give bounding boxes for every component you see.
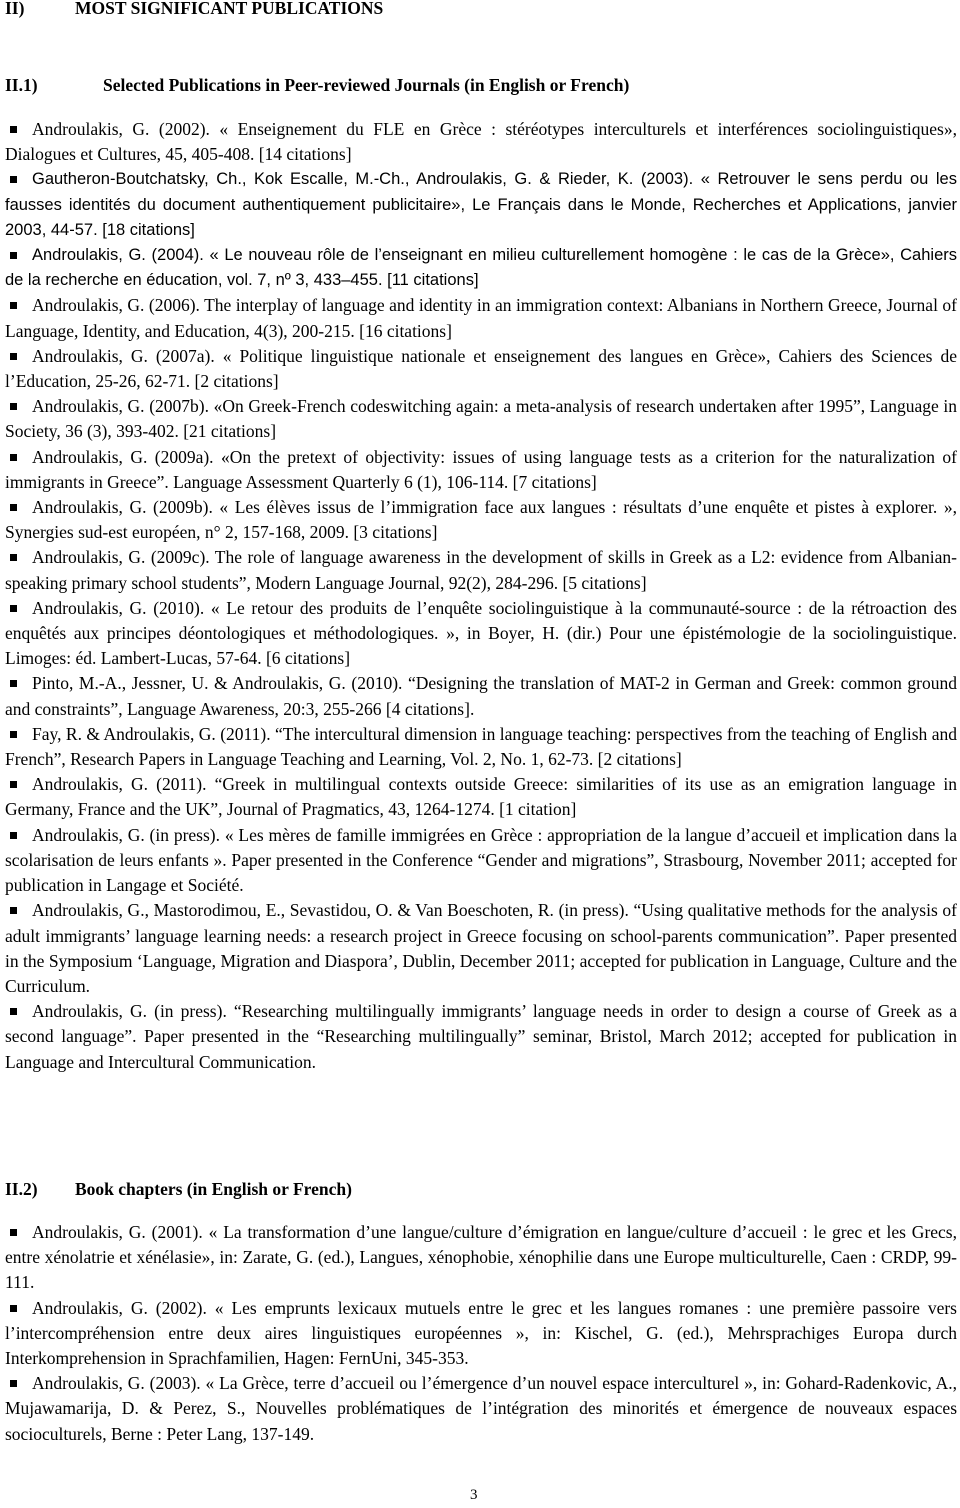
chapter-text: Androulakis, G. (2002). « Les emprunts lexicaux mutuels entre le grec et les langues romanes : une première passoire vers l’intercompréhension entre deux aires linguistiques européennes », in: Kischel, G. (ed.), Mehrsprachiges Europa durch Interkomprehension in Sprachfamilien, Hagen: FernUni, 345-353. — [5, 1297, 957, 1369]
list-item — [5, 772, 957, 822]
section-title: MOST SIGNIFICANT PUBLICATIONS — [75, 0, 384, 18]
bullet-icon — [10, 907, 17, 914]
publication-text: Gautheron-Boutchatsky, Ch., Kok Escalle, M.-Ch., Androulakis, G. & Rieder, K. (2003). « Retrouver le sens perdu ou les fausses identités du document authentiquement publicitaire», Le Français dans le Monde, Recherches et Applications, janvier 2003, 44-57. [18 citations] — [5, 170, 957, 239]
subsection-1-title: Selected Publications in Peer-reviewed Journals (in English or French) — [103, 75, 630, 95]
bullet-icon — [10, 554, 17, 561]
list-item — [5, 293, 957, 343]
publication-text: Androulakis, G. (2010). « Le retour des produits de l’enquête sociolinguistique à la communauté-source : de la rétroaction des enquêtés aux principes déontologiques et méthodologiques. », in Boyer, H. (dir.) Pour une épistémologie de la sociolinguistique. Limoges: éd. Lambert-Lucas, 57-64. [6 citations] — [5, 597, 957, 669]
list-item — [5, 1371, 957, 1447]
bullet-icon — [10, 1008, 17, 1015]
publication-text: Androulakis, G. (2007b). «On Greek-French codeswitching again: a meta-analysis of research undertaken after 1995”, Language in Society, 36 (3), 393-402. [21 citations] — [5, 396, 957, 442]
subsection-1-number: II.1) — [5, 75, 38, 95]
publication-text: Pinto, M.-A., Jessner, U. & Androulakis, G. (2010). “Designing the translation of MAT-2 in German and Greek: common ground and constraints”, Language Awareness, 20:3, 255-266 [4 citations]. — [5, 673, 957, 719]
list-item — [5, 1220, 957, 1296]
bullet-icon — [10, 781, 17, 788]
bullet-icon — [10, 353, 17, 360]
list-item — [5, 823, 957, 899]
list-item — [5, 344, 957, 394]
bullet-icon — [10, 1305, 17, 1312]
list-item — [5, 445, 957, 495]
publication-text: Androulakis, G. (2002). « Enseignement du FLE en Grèce : stéréotypes interculturels et interférences sociolinguistiques», Dialogues et Cultures, 45, 405-408. [14 citations] — [5, 119, 957, 165]
subsection-2-number: II.2) — [5, 1179, 38, 1199]
list-item — [5, 722, 957, 772]
list-item — [5, 243, 957, 293]
publication-text: Androulakis, G. (2006). The interplay of language and identity in an immigration context: Albanians in Northern Greece, Journal of Language, Identity, and Education, 4(3), 200-215. [16 citations] — [5, 295, 957, 341]
bullet-icon — [10, 731, 17, 738]
bullet-icon — [10, 680, 17, 687]
section-number: II) — [5, 0, 25, 18]
publication-text: Androulakis, G. (2011). “Greek in multilingual contexts outside Greece: similarities of its use as an emigration language in Germany, France and the UK”, Journal of Pragmatics, 43, 1264-1274. [1 citation] — [5, 774, 957, 820]
list-item — [5, 117, 957, 167]
chapter-text: Androulakis, G. (2003). « La Grèce, terre d’accueil ou l’émergence d’un nouvel espace interculturel », in: Gohard-Radenkovic, A., Mujawamarija, D. & Perez, S., Nouvelles problématiques de l’intégration des minorités et émergence de nouveaux espaces socioculturels, Berne : Peter Lang, 137-149. — [5, 1373, 957, 1444]
bullet-icon — [10, 454, 17, 461]
bullet-icon — [10, 1380, 17, 1387]
publication-text: Fay, R. & Androulakis, G. (2011). “The intercultural dimension in language teaching: perspectives from the teaching of English and French”, Research Papers in Language Teaching and Learning, Vol. 2, No. 1, 62-73. [2 citations] — [5, 723, 957, 770]
list-item — [5, 545, 957, 595]
journal-publication-list — [5, 117, 957, 1075]
publication-text: Androulakis, G. (2009b). « Les élèves issus de l’immigration face aux langues : résultats d’une enquête et pistes à explorer. », Synergies sud-est européen, n° 2, 157-168, 2009. [3 citations] — [5, 497, 957, 543]
publication-text: Androulakis, G. (2007a). « Politique linguistique nationale et enseignement des langues en Grèce», Cahiers des Sciences de l’Education, 25-26, 62-71. [2 citations] — [5, 345, 957, 392]
publication-text: Androulakis, G. (in press). “Researching multilingually immigrants’ language needs in order to design a course of Greek as a second language”. Paper presented in the “Researching multilingually” seminar, Bristol, March 2012; accepted for publication in Language and Intercultural Communication. — [5, 1001, 957, 1072]
chapter-text: Androulakis, G. (2001). « La transformation d’une langue/culture d’émigration en langue/culture d’accueil : le grec et les Grecs, entre xénolatrie et xénélasie», in: Zarate, G. (ed.), Langues, xénophobie, xénophilie dans une Europe multiculturelle, Caen : CRDP, 99-111. — [5, 1222, 957, 1293]
bullet-icon — [10, 403, 17, 410]
list-item — [5, 671, 957, 721]
book-chapter-list — [5, 1220, 957, 1447]
page-number: 3 — [470, 1487, 478, 1503]
list-item — [5, 898, 957, 999]
list-item — [5, 167, 957, 243]
list-item — [5, 999, 957, 1075]
list-item — [5, 1296, 957, 1372]
bullet-icon — [10, 252, 17, 259]
publication-text: Androulakis, G., Mastorodimou, E., Sevastidou, O. & Van Boeschoten, R. (in press). “Using qualitative methods for the analysis of adult immigrants’ language learning needs: a research project in Greece focusing on school-parents communication”. Paper presented in the Symposium ‘Language, Migration and Diaspora’, Dublin, December 2011; accepted for publication in Language, Culture and the Curriculum. — [5, 900, 957, 996]
bullet-icon — [10, 126, 17, 133]
publication-text: Androulakis, G. (2004). « Le nouveau rôle de l’enseignant en milieu culturellement homogène : le cas de la Grèce», Cahiers de la recherche en éducation, vol. 7, nº 3, 433–455. [11 citations] — [5, 246, 957, 290]
list-item — [5, 394, 957, 444]
list-item — [5, 596, 957, 672]
bullet-icon — [10, 832, 17, 839]
bullet-icon — [10, 504, 17, 511]
list-item — [5, 495, 957, 545]
publication-text: Androulakis, G. (2009c). The role of language awareness in the development of skills in Greek as a L2: evidence from Albanian-speaking primary school students”, Modern Language Journal, 92(2), 284-296. [5 citations] — [5, 547, 957, 593]
bullet-icon — [10, 176, 17, 183]
bullet-icon — [10, 605, 17, 612]
bullet-icon — [10, 302, 17, 309]
publication-text: Androulakis, G. (2009a). «On the pretext of objectivity: issues of using language tests as a criterion for the naturalization of immigrants in Greece”. Language Assessment Quarterly 6 (1), 106-114. [7 citations] — [5, 446, 957, 492]
publication-text: Androulakis, G. (in press). « Les mères de famille immigrées en Grèce : appropriation de la langue d’accueil et implication dans la scolarisation de leurs enfants ». Paper presented in the Conference “Gender and migrations”, Strasbourg, November 2011; accepted for publication in Langage et Société. — [5, 824, 957, 896]
bullet-icon — [10, 1229, 17, 1236]
subsection-2-title: Book chapters (in English or French) — [75, 1179, 352, 1199]
